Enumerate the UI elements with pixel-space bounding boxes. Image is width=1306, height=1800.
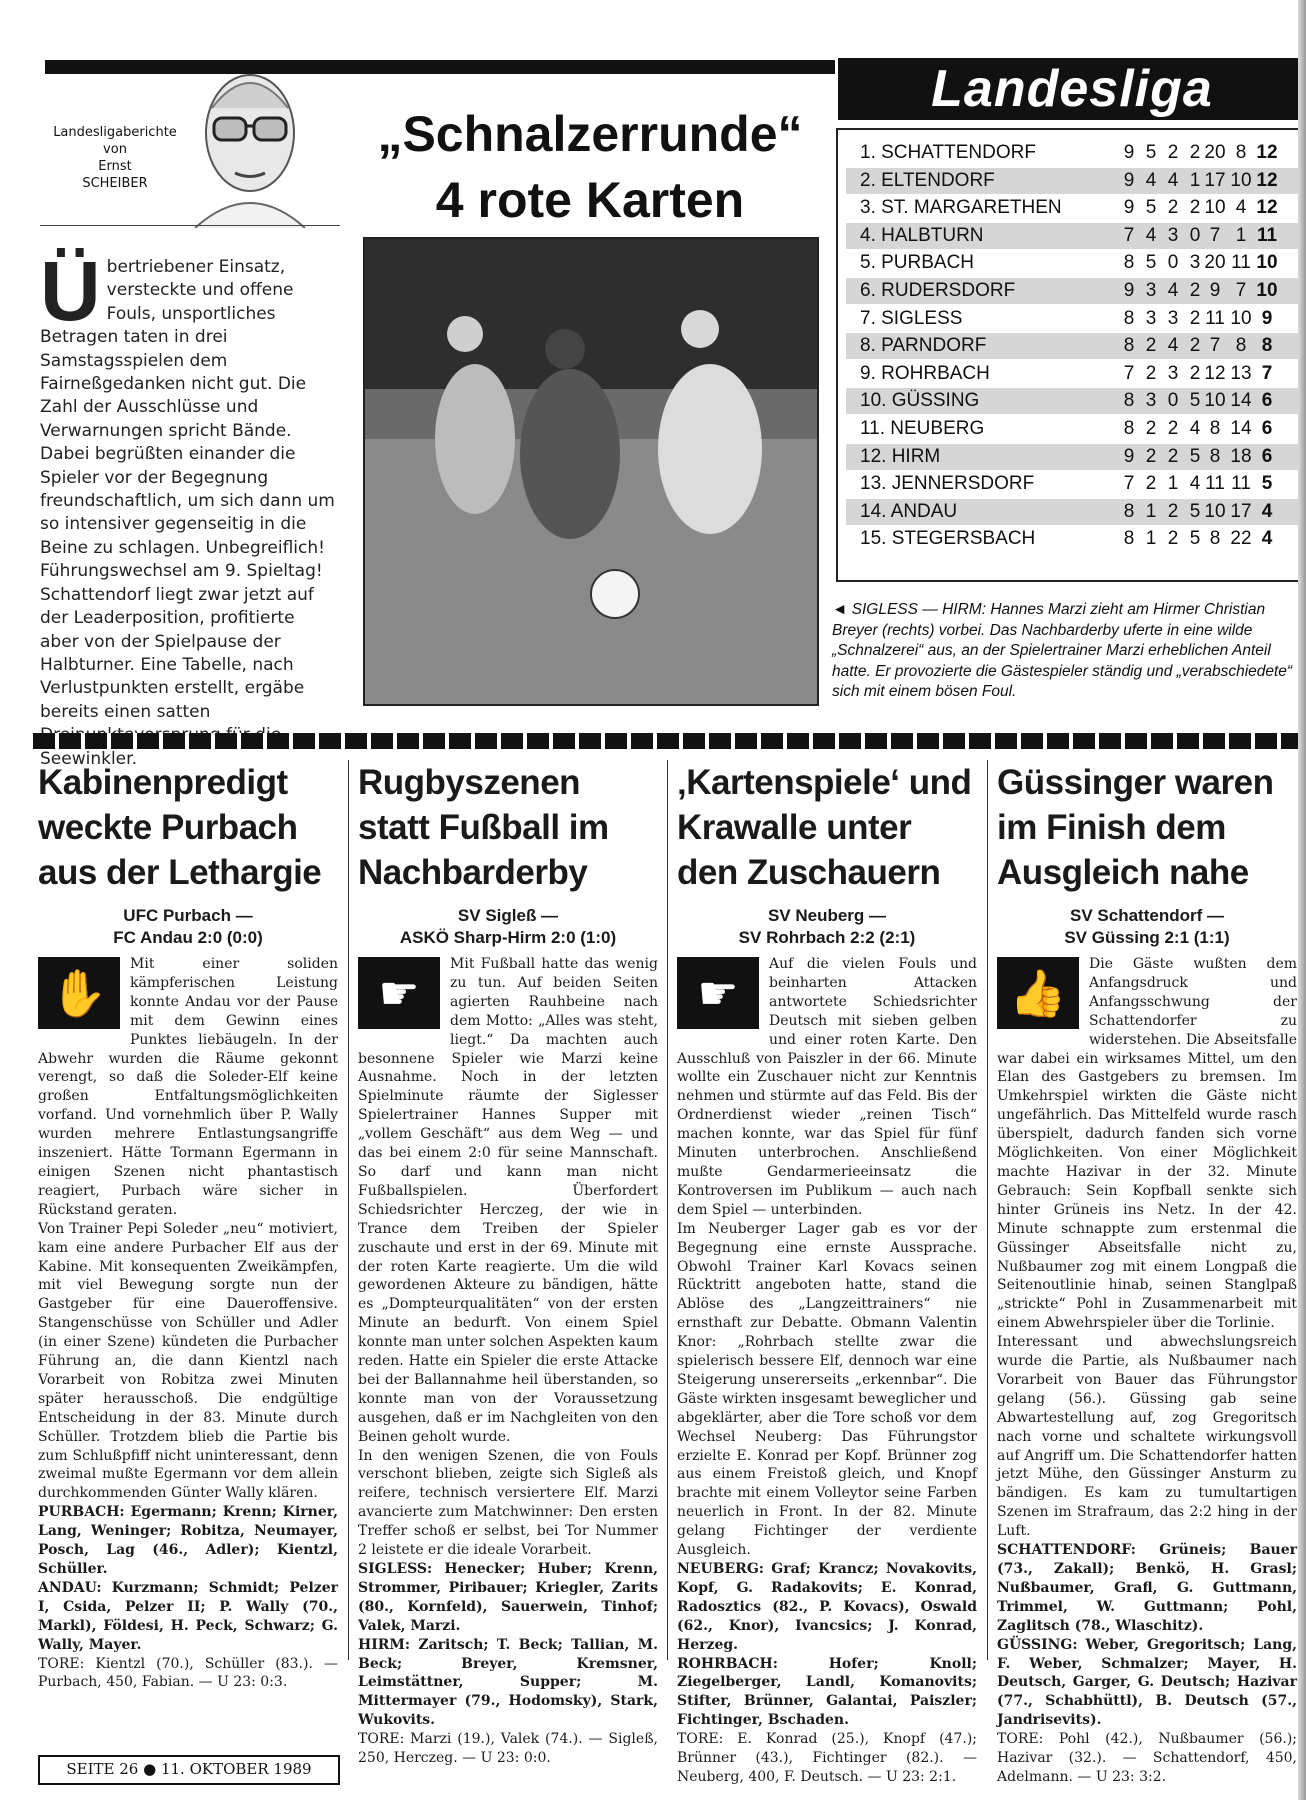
table-cell-l: 2 (1189, 335, 1201, 357)
table-cell-p: 8 (1123, 418, 1135, 439)
main-headline-1: „Schnalzerrunde“ (377, 106, 803, 162)
hand-flat-icon: ✋ (38, 957, 120, 1029)
table-cell-p: 8 (1123, 390, 1135, 412)
table-cell-w: 2 (1145, 473, 1157, 495)
table-cell-p: 7 (1123, 224, 1135, 246)
table-cell-gf: 20 (1204, 252, 1226, 274)
match-title (38, 905, 338, 949)
match-title (677, 905, 977, 949)
table-cell-w: 2 (1145, 445, 1157, 467)
table-cell-d: 4 (1167, 335, 1179, 357)
team-name: 5. PURBACH (860, 252, 975, 274)
table-cell-pts: 12 (1256, 197, 1278, 219)
article-headline: Kabinenpredigt weckte Purbach aus der Lethargie (38, 763, 322, 892)
table-cell-ga: 4 (1235, 197, 1247, 219)
page-edge (1298, 0, 1306, 1800)
table-cell-p: 8 (1123, 307, 1135, 329)
intro-paragraph-2: Führungswechsel am 9. Spieltag! Schattendorf liegt zwar jetzt auf der Leaderposition, profitierte aber von der Spielpause der Halbturner. Eine Tabelle, nach Verlustpunkten erstellt, ergäbe bereits einen satten Seewinkler. (40, 561, 323, 769)
article-paragraph: Die Gäste wußten dem Anfangsdruck und Anfangsschwung der Schattendorfer zu widerstehen. Die Abseitsfalle war dabei ein wirksames Mittel, um den Elan des Gastgebers zu bremsen. Im Umkehrspiel wirkten die Gäste nicht ungefährlich. Das Mittelfeld wurde rasch überspielt, dadurch fanden sich vorne Möglichkeiten. Von einer Möglichkeit machte Hazivar in der 32. Minute Gebrauch: Sein Kopfball senkte sich hinter Grüneis ins Netz. In der 42. Minute schnappte zum erstenmal die Güssinger Abseitsfalle nicht zu, Nußbaumer zog mit einem Longpaß die Seitenoutlinie hinab, seinen Stanglpaß „strickte“ Pohl in Zusammenarbeit mit einem Abwehrspieler über die Torlinie. (997, 956, 1297, 1332)
table-cell-w: 1 (1145, 528, 1157, 550)
author-portrait (190, 48, 310, 228)
table-cell-ga: 11 (1231, 252, 1251, 274)
team-name: 8. PARNDORF (860, 335, 987, 357)
lineup: ROHRBACH: Hofer; Knoll; Ziegelberger, Landl, Komanovits; Stifter, Brünner, Galantai, Paiszler; Fichtinger, Bschaden. (677, 1655, 977, 1729)
article-headline: ‚Kartenspiele‘ und Krawalle unter den Zuschauern (677, 763, 972, 892)
table-cell-pts: 4 (1261, 500, 1273, 522)
table-cell-l: 1 (1189, 169, 1201, 191)
table-cell-p: 9 (1123, 445, 1135, 467)
table-cell-l: 4 (1189, 418, 1201, 439)
table-row (846, 223, 1300, 249)
table-cell-ga: 18 (1230, 445, 1252, 467)
table-row (846, 278, 1300, 304)
author-line: von (103, 142, 127, 157)
table-cell-ga: 7 (1235, 280, 1247, 301)
match-title-line: SV Schattendorf — (1070, 906, 1224, 925)
team-name: 13. JENNERSDORF (860, 473, 1035, 495)
table-row (846, 361, 1300, 387)
intro-text (40, 244, 337, 771)
table-row (846, 471, 1300, 497)
table-cell-d: 2 (1167, 418, 1179, 439)
table-cell-ga: 8 (1235, 335, 1247, 357)
table-cell-pts: 11 (1256, 224, 1278, 246)
match-title-line: SV Güssing 2:1 (1:1) (1064, 928, 1230, 947)
table-cell-ga: 13 (1230, 362, 1252, 384)
table-cell-l: 5 (1189, 500, 1201, 522)
lineup: NEUBERG: Graf; Krancz; Novakovits, Kopf, G. Radakovits; E. Konrad, Radosztics (82., P. Kovacs), Oswald (62., Knor), Ivancsics; J. Konrad, Herzeg. (677, 1561, 977, 1653)
table-cell-ga: 14 (1230, 418, 1252, 439)
table-cell-p: 9 (1123, 142, 1135, 163)
team-name: 11. NEUBERG (860, 418, 985, 439)
thumbs-up-icon: 👍 (997, 957, 1079, 1029)
table-row (846, 388, 1300, 414)
table-cell-gf: 8 (1209, 418, 1221, 439)
article-body (677, 955, 977, 1787)
table-cell-w: 3 (1145, 390, 1157, 412)
table-cell-w: 3 (1145, 307, 1157, 329)
pointing-hand-icon: ☛ (677, 957, 759, 1029)
table-cell-pts: 5 (1261, 473, 1273, 495)
table-cell-p: 9 (1123, 280, 1135, 301)
page-footer: SEITE 26 ● 11. OKTOBER 1989 (38, 1755, 340, 1785)
table-cell-w: 2 (1145, 335, 1157, 357)
table-cell-gf: 8 (1209, 445, 1221, 467)
league-title: Landesliga (838, 58, 1306, 120)
table-cell-ga: 11 (1231, 473, 1251, 495)
table-cell-d: 2 (1167, 528, 1179, 550)
team-name: 12. HIRM (860, 445, 941, 467)
table-cell-l: 4 (1189, 473, 1201, 495)
table-cell-w: 3 (1145, 280, 1157, 301)
team-name: 6. RUDERSDORF (860, 280, 1016, 301)
table-cell-l: 2 (1189, 142, 1201, 163)
match-title-line: ASKÖ Sharp-Hirm 2:0 (1:0) (399, 928, 617, 947)
table-cell-pts: 8 (1261, 335, 1273, 357)
match-title (358, 905, 658, 949)
match-title (997, 905, 1297, 949)
table-cell-pts: 7 (1261, 362, 1273, 384)
lineup: ANDAU: Kurzmann; Schmidt; Pelzer I, Csida, Pelzer II; P. Wally (70., Markl), Földesi, H. Peck, Schwarz; G. Wally, Mayer. (38, 1579, 338, 1653)
table-cell-w: 5 (1145, 197, 1157, 219)
goals: TORE: Pohl (42.), Nußbaumer (56.); Hazivar (32.). — Schattendorf, 450, Adelmann. — U 23: 3:2. (997, 1731, 1297, 1785)
table-cell-w: 4 (1145, 224, 1157, 246)
match-title-line: SV Sigleß — (457, 906, 559, 925)
table-cell-l: 5 (1189, 390, 1201, 412)
table-row (846, 250, 1300, 276)
table-cell-d: 3 (1167, 362, 1179, 384)
main-headline-2: 4 rote Karten (435, 172, 745, 228)
article-body (358, 955, 658, 1768)
table-cell-l: 2 (1189, 307, 1201, 329)
author-line: Landesligaberichte (53, 125, 177, 140)
table-cell-d: 3 (1167, 307, 1179, 329)
table-cell-pts: 6 (1261, 445, 1273, 467)
table-cell-d: 2 (1167, 500, 1179, 522)
table-row (846, 526, 1300, 552)
table-cell-d: 2 (1167, 445, 1179, 467)
photo-caption: ◄ SIGLESS — HIRM: Hannes Marzi zieht am Hirmer Christian Breyer (rechts) vorbei. Das Nachbarderby uferte in eine wilde „Schnalzerei“ aus, an der Spielertrainer Marzi erheblichen Anteil hatte. Er provozierte die Gästespieler ständig und „verabschiedete“ sich mit einem bösen Foul. (832, 601, 1293, 700)
goals: TORE: E. Konrad (25.), Knopf (47.); Brünner (43.), Fichtinger (82.). — Neuberg, 400, F. Deutsch. — U 23: 2:1. (677, 1731, 977, 1785)
table-cell-ga: 14 (1230, 390, 1252, 412)
table-cell-ga: 17 (1230, 500, 1252, 522)
table-cell-l: 2 (1189, 362, 1201, 384)
team-name: 15. STEGERSBACH (860, 528, 1036, 550)
team-name: 4. HALBTURN (860, 224, 984, 246)
table-cell-d: 2 (1167, 197, 1179, 219)
table-cell-gf: 7 (1209, 335, 1221, 357)
table-cell-l: 5 (1189, 445, 1201, 467)
author-line: SCHEIBER (82, 176, 148, 191)
article-paragraph: Im Neuberger Lager gab es vor der Begegnung eine ernste Aussprache. Obwohl Trainer Karl Kovacs seinen Rücktritt angeboten hatte, stand die Ablöse des „Langzeittrainers“ nie ernsthaft zur Debatte. Obmann Valentin Knor: „Rohrbach stellte zwar die spielerisch bessere Elf, dennoch war eine Steigerung unsererseits „erkennbar“. Die Gäste wirkten insgesamt beweglicher und abgeklärter, aber die Tore schoß vor dem Wechsel Neuberg: Das Führungstor erzielte E. Konrad per Kopf. Brünner zog aus einem Freistoß gleich, und Knopf brachte mit einem Volleytor seine Farben neuerlich in Front. In der 82. Minute gelang Fichtinger der verdiente Ausgleich. (677, 1220, 977, 1559)
table-cell-d: 4 (1167, 169, 1179, 191)
match-photo (363, 237, 819, 706)
table-cell-d: 2 (1167, 142, 1179, 163)
team-name: 10. GÜSSING (860, 390, 980, 412)
table-cell-l: 5 (1189, 528, 1201, 550)
table-row (846, 416, 1300, 442)
table-cell-gf: 11 (1205, 473, 1225, 495)
match-title-line: UFC Purbach — (123, 906, 253, 925)
table-cell-gf: 10 (1204, 197, 1226, 219)
table-row (846, 444, 1300, 470)
section-divider (33, 733, 1306, 749)
table-row (846, 168, 1300, 194)
table-cell-l: 2 (1189, 197, 1201, 219)
article-paragraph: In den wenigen Szenen, die von Fouls verschont blieben, zeigte sich Sigleß als reifere, technisch versiertere Elf. Marzi avancierte zum Matchwinner: Den ersten Treffer schoß er selbst, bei Tor Nummer 2 leistete er die ideale Vorarbeit. (358, 1447, 658, 1559)
photo-image (365, 239, 817, 704)
article-headline: Güssinger waren im Finish dem Ausgleich nahe (997, 763, 1274, 892)
lineup: HIRM: Zaritsch; T. Beck; Tallian, M. Beck; Breyer, Kremsner, Leimstättner, Supper; M. Mittermayer (79., Hodomsky), Stark, Wukovits. (358, 1636, 658, 1729)
team-name: 14. ANDAU (860, 500, 958, 522)
lineup: GÜSSING: Weber, Gregoritsch; Lang, F. Weber, Schmalzer; Mayer, H. Deutsch, Garger, G. Deutsch; Hazivar (77., Schabhüttl), B. Deutsch (57., Jandrisevits). (997, 1636, 1297, 1729)
table-cell-gf: 17 (1204, 169, 1226, 191)
table-row (846, 499, 1300, 525)
column-rule (348, 760, 349, 1660)
article-paragraph: Auf die vielen Fouls und beinharten Attacken antwortete Schiedsrichter Deutsch mit sieben gelben und einer roten Karte. Den Ausschluß von Paiszler in der 66. Minute wollte ein Zuschauer nicht zur Kenntnis nehmen und stürmte auf das Feld. Bis der Ordnerdienst wieder „reinen Tisch“ machen konnte, war das Spiel für fünf Minuten unterbrochen. Anschließend mußte Gendarmerieeinsatz die Kontroversen im Publikum — auch nach dem Spiel — unterbinden. (677, 956, 977, 1218)
table-cell-l: 0 (1189, 224, 1201, 246)
table-cell-w: 2 (1145, 418, 1157, 439)
table-cell-ga: 10 (1230, 307, 1252, 329)
column-rule (987, 760, 988, 1660)
table-cell-d: 0 (1167, 390, 1179, 412)
table-cell-ga: 10 (1230, 169, 1252, 191)
table-cell-gf: 7 (1209, 224, 1221, 246)
article-column (997, 760, 1297, 1787)
table-cell-pts: 10 (1256, 252, 1278, 274)
team-name: 2. ELTENDORF (860, 169, 995, 191)
pointing-hand-icon: ☛ (358, 957, 440, 1029)
table-row (846, 306, 1300, 332)
table-cell-w: 4 (1145, 169, 1157, 191)
table-cell-gf: 10 (1204, 390, 1226, 412)
table-cell-pts: 6 (1261, 390, 1273, 412)
table-cell-p: 9 (1123, 197, 1135, 219)
table-cell-l: 3 (1189, 252, 1201, 274)
table-cell-p: 8 (1123, 500, 1135, 522)
table-cell-d: 1 (1167, 473, 1179, 495)
table-cell-ga: 22 (1230, 528, 1252, 550)
table-cell-p: 7 (1123, 473, 1135, 495)
table-cell-p: 7 (1123, 362, 1135, 384)
table-cell-w: 1 (1145, 500, 1157, 522)
intro-paragraph: bertriebener Einsatz, versteckte und offene Fouls, unsportliches Betragen taten in drei Samstagsspielen dem Fairneßgedanken nicht gut. Die Zahl der Ausschlüsse und Verwarnungen spricht Bände. Dabei begrüßten einander die Spieler vor der Begegnung freundschaftlich, um sich dann um so intensiver gegenseitig in die Beine zu schlagen. Unbegreiflich! (40, 257, 335, 558)
article-paragraph: Von Trainer Pepi Soleder „neu“ motiviert, kam eine andere Purbacher Elf aus der Kabine. Mit konsequenten Zweikämpfen, mit viel Bewegung sorgte nun der Gastgeber für eine Daueroffensive. Stangenschüsse von Schüller und Adler (in einer Szene) kündeten die Purbacher Führung an, die dann Kientzl nach Vorarbeit von Robitza zwei Minuten später herausschoß. Die endgültige Entscheidung in der 83. Minute durch Schüller. Trotzdem blieb die Partie bis zum Schlußpfiff nicht uninteressant, denn zweimal mußte Egermann vor dem allein durchkommenden Günter Wally klären. (38, 1220, 338, 1502)
team-name: 3. ST. MARGARETHEN (860, 197, 1062, 219)
article-column (358, 760, 658, 1768)
table-cell-gf: 9 (1209, 280, 1221, 301)
table-cell-gf: 12 (1204, 362, 1226, 384)
table-cell-p: 9 (1123, 169, 1135, 191)
table-cell-gf: 8 (1209, 528, 1221, 550)
article-paragraph: Mit einer soliden kämpferischen Leistung konnte Andau vor der Pause mit dem Gewinn eines Punktes liebäugeln. In der Abwehr wurden die Räume gekonnt verengt, so daß die Soleder-Elf keine großen Entfaltungsmöglichkeiten vorfand. Und vornehmlich über P. Wally wurden mehrere Entlastungsangriffe inszeniert. Hätte Tormann Egermann in einigen Szenen nicht phantastisch reagiert, Purbach wäre sicher in Rückstand geraten. (38, 956, 338, 1218)
table-cell-pts: 12 (1256, 169, 1278, 191)
table-cell-ga: 1 (1235, 224, 1247, 246)
table-cell-pts: 9 (1261, 307, 1273, 329)
top-rule (45, 60, 835, 74)
table-cell-l: 2 (1189, 280, 1201, 301)
team-name: 9. ROHRBACH (860, 362, 990, 384)
table-row (846, 333, 1300, 359)
league-table (836, 128, 1306, 582)
lineup: SIGLESS: Henecker; Huber; Krenn, Strommer, Piribauer; Kriegler, Zarits (80., Kornfeld), Sauerwein, Tinhof; Valek, Marzi. (358, 1561, 658, 1634)
match-title-line: FC Andau 2:0 (0:0) (113, 928, 263, 947)
team-name: 7. SIGLESS (860, 307, 963, 329)
article-column (677, 760, 977, 1787)
article-paragraph: Mit Fußball hatte das wenig zu tun. Auf beiden Seiten agierten Rauhbeine nach dem Motto: „Alles was steht, liegt.“ Da machten auch besonnene Spieler wie Marzi keine Ausnahme. Noch in der letzten Spielminute räumte der Siglesser Spielertrainer Hannes Supper mit „vollem Geschäft“ aus dem Weg — und das bei einem 2:0 für seine Mannschaft. So darf und kann man nicht Fußballspielen. Überfordert Schiedsrichter Herczeg, der wie in Trance dem Treiben der Spieler zuschaute und erst in der 69. Minute mit der roten Karte reagierte. Um die wild gewordenen Akteure zu bändigen, hätte es „Dompteurqualitäten“ von der ersten Minute an bedurft. Von einem Spiel konnte man unter solchen Aspekten kaum reden. Hatte ein Spieler die erste Attacke bei der Ballannahme heil überstanden, so konnte man von der Voraussetzung ausgehen, daß er im Nachgleiten von den Beinen geholt wurde. (358, 956, 658, 1445)
goals: TORE: Kientzl (70.), Schüller (83.). — Purbach, 450, Fabian. — U 23: 0:3. (38, 1655, 338, 1691)
article-headline: Rugbyszenen statt Fußball im Nachbarderby (358, 763, 609, 892)
match-title-line: SV Neuberg — (767, 906, 887, 925)
author-line: Ernst (98, 159, 132, 174)
table-cell-w: 2 (1145, 362, 1157, 384)
intro-dropcap: Ü (40, 244, 101, 338)
table-cell-gf: 20 (1204, 142, 1226, 163)
table-cell-pts: 10 (1256, 280, 1278, 301)
lineup: SCHATTENDORF: Grüneis; Bauer (73., Zakall); Benkö, H. Grasl; Nußbaumer, Grafl, G. Guttmann, Trimmel, W. Guttmann; Pohl, Zaglitsch (78., Wlaschitz). (997, 1542, 1297, 1634)
table-cell-p: 8 (1123, 335, 1135, 357)
match-title-line: SV Rohrbach 2:2 (2:1) (738, 928, 916, 947)
table-cell-pts: 4 (1261, 528, 1273, 550)
table-cell-d: 3 (1167, 224, 1179, 246)
table-cell-w: 5 (1145, 252, 1157, 274)
lineup: PURBACH: Egermann; Krenn; Kirner, Lang, Weninger; Robitza, Neumayer, Posch, Lag (46., Adler); Kientzl, Schüller. (38, 1504, 338, 1577)
team-name: 1. SCHATTENDORF (860, 142, 1036, 163)
table-cell-gf: 11 (1205, 307, 1225, 329)
article-paragraph: Interessant und abwechslungsreich wurde die Partie, als Nußbaumer nach Vorarbeit von Bauer das Führungstor gelang (56.). Güssing gab seine Abwartestellung auf, zog Gregoritsch nach vorne und schaltete wirkungsvoll auf Angriff um. Die Schattendorfer hatten jetzt Mühe, den Güssinger Ansturm zu bändigen. Es kam zu tumultartigen Szenen im Strafraum, das 2:2 hing in der Luft. (997, 1334, 1297, 1540)
goals: TORE: Marzi (19.), Valek (74.). — Sigleß, 250, Herczeg. — U 23: 0:0. (358, 1731, 658, 1767)
table-cell-p: 8 (1123, 528, 1135, 550)
table-cell-pts: 6 (1261, 418, 1273, 439)
table-row (846, 195, 1300, 221)
table-cell-w: 5 (1145, 142, 1157, 163)
table-row (846, 140, 1300, 166)
article-column (38, 760, 338, 1692)
article-body (38, 955, 338, 1692)
table-cell-d: 4 (1167, 280, 1179, 301)
article-body (997, 955, 1297, 1787)
table-cell-ga: 8 (1235, 142, 1247, 163)
table-cell-p: 8 (1123, 252, 1135, 274)
portrait-image (190, 48, 310, 228)
table-cell-gf: 10 (1204, 500, 1226, 522)
table-cell-d: 0 (1167, 252, 1179, 274)
author-credit (40, 124, 190, 192)
table-cell-pts: 12 (1256, 142, 1278, 163)
author-underline (40, 225, 340, 226)
column-rule (667, 760, 668, 1660)
